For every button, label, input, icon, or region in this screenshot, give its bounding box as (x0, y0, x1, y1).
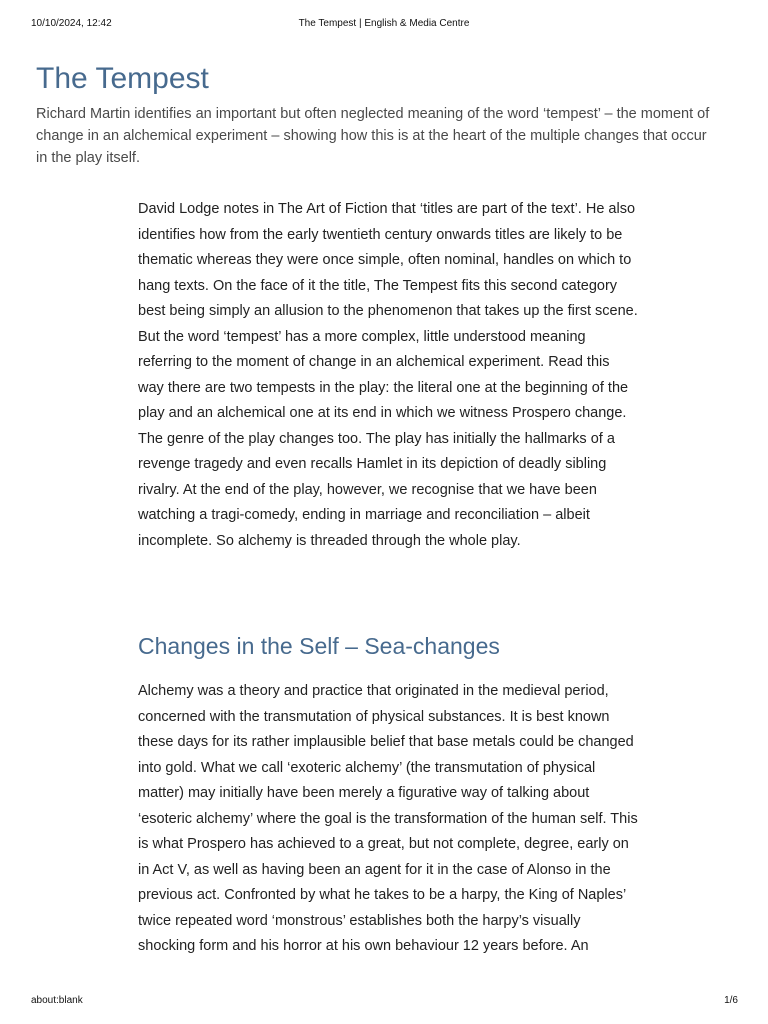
article-standfirst: Richard Martin identifies an important but often neglected meaning of the word ‘tempest’ – the moment of change in an alchemical experiment – showing how this is at the heart of the multiple changes that occur in the play itself. (36, 106, 710, 166)
print-datetime: 10/10/2024, 12:42 (31, 18, 112, 29)
section-heading: Changes in the Self – Sea-changes (138, 633, 500, 659)
print-document-title: The Tempest | English & Media Centre (298, 18, 470, 29)
body-paragraph-2: Alchemy was a theory and practice that originated in the medieval period, concerned with the transmutation of physical substances. It is best known these days for its rather implausible belief that base metals could be changed into gold. What we call ‘exoteric alchemy’ (the transmutation of physical matter) may initially have been merely a figurative way of talking about ‘esoteric alchemy’ where the goal is the transformation of the human self. This is what Prospero has achieved to a great, but not complete, degree, early on in Act V, as well as having been an agent for it in the case of Alonso in the previous act. Confronted by what he takes to be a harpy, the King of Naples’ twice repeated word ‘monstrous’ establishes both the harpy’s visually shocking form and his horror at his own behaviour 12 years before. An (138, 683, 638, 954)
body-paragraph-1: David Lodge notes in The Art of Fiction that ‘titles are part of the text’. He also identifies how from the early twentieth century onwards titles are likely to be thematic whereas they were once simple, often nominal, handles on which to hang texts. On the face of it the title, The Tempest fits this second category best being simply an allusion to the phenomenon that takes up the first scene. But the word ‘tempest’ has a more complex, little understood meaning referring to the moment of change in an alchemical experiment. Read this way there are two tempests in the play: the literal one at the beginning of the play and an alchemical one at its end in which we witness Prospero change. The genre of the play changes too. The play has initially the hallmarks of a revenge tragedy and even recalls Hamlet in its depiction of deadly sibling rivalry. At the end of the play, however, we recognise that we have been watching a tragi-comedy, ending in marriage and reconciliation – albeit incomplete. So alchemy is threaded through the whole play. (138, 201, 638, 549)
page-number: 1/6 (724, 995, 738, 1006)
print-url: about:blank (31, 995, 83, 1006)
print-footer (0, 994, 768, 1008)
page-title: The Tempest (36, 62, 209, 95)
print-header (0, 17, 768, 31)
